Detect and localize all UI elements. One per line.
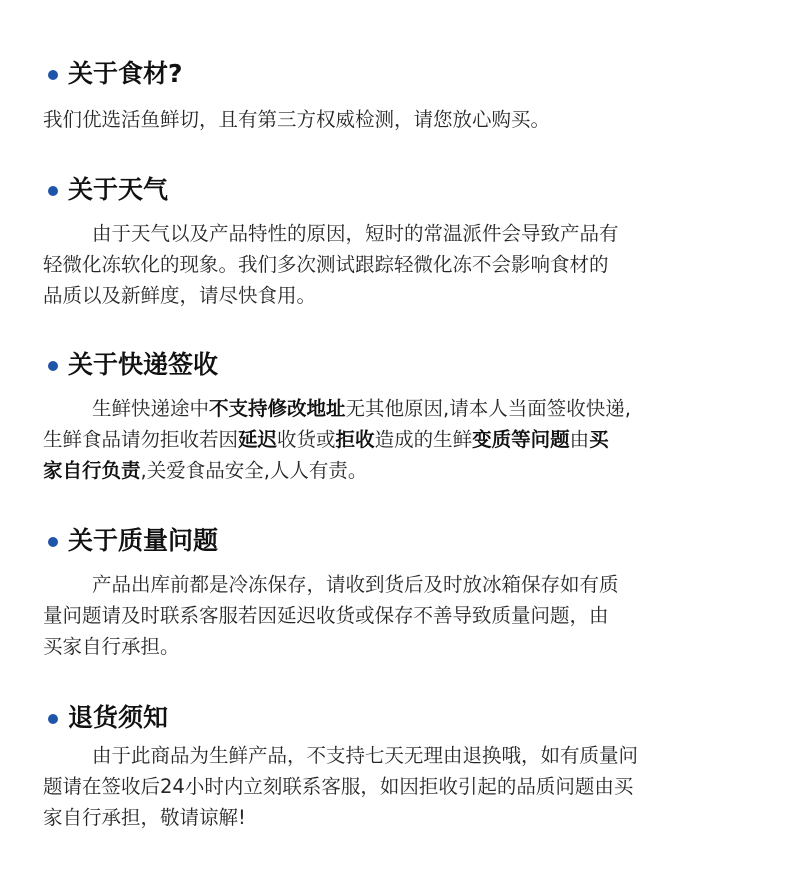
body-line: 品质以及新鲜度，请尽快食用。 (43, 284, 317, 307)
body-line: 由于此商品为生鲜产品，不支持七天无理由退换哦，如有质量问 (92, 744, 639, 767)
body-line: 我们优选活鱼鲜切，且有第三方权威检测，请您放心购买。 (43, 108, 551, 131)
section-heading (0, 347, 790, 383)
body-line: 买家自行承担。 (43, 635, 180, 658)
text-run: 由 (569, 428, 590, 451)
section-body (43, 104, 755, 135)
section-heading (0, 172, 790, 208)
text-run: 生鲜食品请勿拒收若因 (43, 428, 239, 451)
emphasis-text: 家自行负责 (43, 459, 141, 482)
body-line: 产品出库前都是冷冻保存，请收到货后及时放冰箱保存如有质 (92, 573, 619, 596)
section-body (43, 393, 755, 486)
heading-text: 关于质量问题 (68, 526, 219, 555)
emphasis-text: 变质等问题 (472, 428, 570, 451)
section-body (43, 218, 755, 311)
body-line (43, 393, 755, 424)
section-heading (0, 56, 790, 92)
text-run: 生鲜快递途中 (92, 397, 210, 420)
bullet-dot-icon (48, 186, 58, 196)
section-ingredients (0, 56, 790, 131)
text-run: 无其他原因,请本人当面签收快递, (345, 397, 631, 420)
section-heading (0, 523, 790, 559)
heading-text: 关于快递签收 (68, 350, 219, 379)
heading-text: 退货须知 (68, 703, 169, 732)
emphasis-text: 买 (589, 428, 609, 451)
heading-text: 关于食材? (68, 59, 183, 88)
heading-text: 关于天气 (68, 175, 169, 204)
bullet-dot-icon (48, 537, 58, 547)
section-weather (0, 172, 790, 307)
section-quality (0, 523, 790, 658)
bullet-dot-icon (48, 361, 58, 371)
section-body (43, 569, 755, 662)
section-heading (0, 700, 790, 736)
text-run: ,关爱食品安全,人人有责。 (140, 459, 368, 482)
section-body (43, 740, 755, 833)
body-line (43, 424, 755, 455)
text-run: 造成的生鲜 (374, 428, 473, 451)
text-run: 收货或 (277, 428, 336, 451)
emphasis-text: 拒收 (335, 428, 375, 451)
body-line: 家自行承担，敬请谅解! (43, 806, 246, 829)
emphasis-text: 不支持修改地址 (209, 397, 346, 420)
emphasis-text: 延迟 (238, 428, 278, 451)
bullet-dot-icon (48, 70, 58, 80)
body-line (43, 455, 755, 486)
body-line: 由于天气以及产品特性的原因，短时的常温派件会导致产品有 (92, 222, 619, 245)
section-returns (0, 700, 790, 829)
body-line: 题请在签收后24小时内立刻联系客服，如因拒收引起的品质问题由买 (43, 775, 634, 798)
bullet-dot-icon (48, 714, 58, 724)
body-line: 量问题请及时联系客服若因延迟收货或保存不善导致质量问题，由 (43, 604, 609, 627)
body-line: 轻微化冻软化的现象。我们多次测试跟踪轻微化冻不会影响食材的 (43, 253, 609, 276)
section-delivery (0, 347, 790, 482)
